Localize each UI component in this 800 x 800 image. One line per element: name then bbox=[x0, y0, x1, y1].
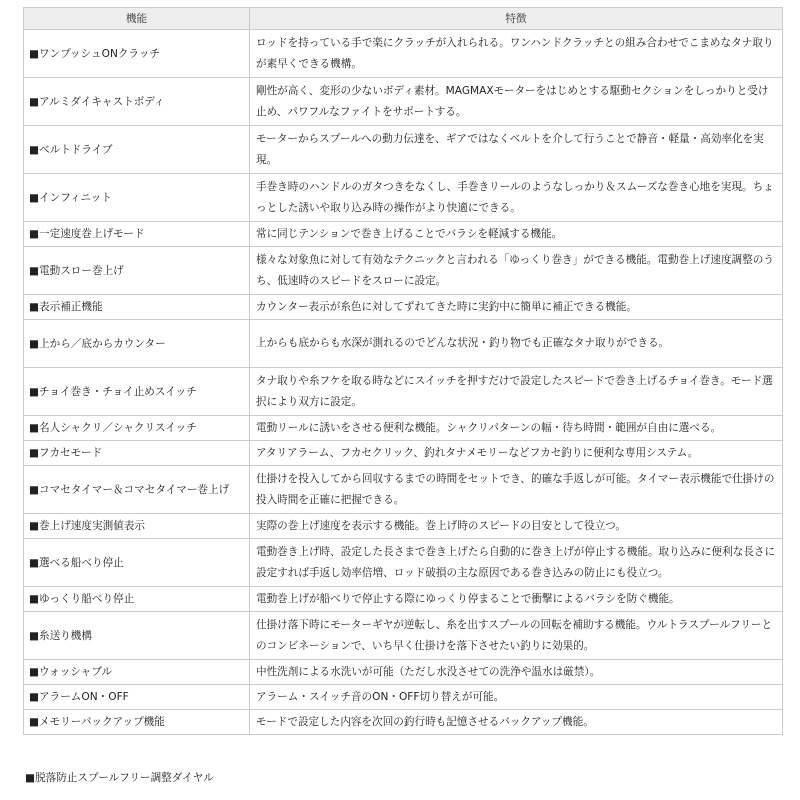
description-cell: 中性洗剤による水洗いが可能（ただし水没させての洗浄や温水は厳禁）。 bbox=[250, 660, 783, 685]
description-cell: 剛性が高く、変形の少ないボディ素材。MAGMAXモーターをはじめとする駆動セクションをしっかりと受け止め、パワフルなファイトをサポートする。 bbox=[250, 78, 783, 126]
feature-cell: ■ゆっくり船べり停止 bbox=[24, 587, 250, 612]
feature-cell: ■糸送り機構 bbox=[24, 612, 250, 660]
feature-cell: ■一定速度巻上げモード bbox=[24, 222, 250, 247]
table-row bbox=[24, 539, 783, 587]
description-cell: 仕掛け落下時にモーターギヤが逆転し、糸を出すスプールの回転を補助する機能。ウルトラスプールフリーとのコンビネーションで、いち早く仕掛けを落下させたい釣りに効果的。 bbox=[250, 612, 783, 660]
feature-cell: ■名人シャクリ／シャクリスイッチ bbox=[24, 416, 250, 441]
table-row bbox=[24, 441, 783, 466]
feature-cell: ■アルミダイキャストボディ bbox=[24, 78, 250, 126]
description-cell: 手巻き時のハンドルのガタつきをなくし、手巻きリールのようなしっかり＆スムーズな巻き心地を実現。ちょっとした誘いや取り込み時の操作がより快適にできる。 bbox=[250, 174, 783, 222]
table-row bbox=[24, 514, 783, 539]
description-cell: カウンター表示が糸色に対してずれてきた時に実釣中に簡単に補正できる機能。 bbox=[250, 295, 783, 320]
description-cell: モードで設定した内容を次回の釣行時も記憶させるバックアップ機能。 bbox=[250, 710, 783, 735]
feature-cell: ■上から／底からカウンター bbox=[24, 320, 250, 368]
table-row bbox=[24, 126, 783, 174]
table-row bbox=[24, 685, 783, 710]
table-row bbox=[24, 587, 783, 612]
table-row bbox=[24, 660, 783, 685]
feature-cell: ■ベルトドライブ bbox=[24, 126, 250, 174]
description-cell: 電動巻き上げ時、設定した長さまで巻き上げたら自動的に巻き上げが停止する機能。取り込みに便利な長さに設定すれば手返し効率倍増、ロッド破損の主な原因である巻き込みの防止にも役立つ。 bbox=[250, 539, 783, 587]
description-cell: 様々な対象魚に対して有効なテクニックと言われる「ゆっくり巻き」ができる機能。電動巻上げ速度調整のうち、低速時のスピードをスローに設定。 bbox=[250, 247, 783, 295]
description-cell: モーターからスプールへの動力伝達を、ギアではなくベルトを介して行うことで静音・軽量・高効率化を実現。 bbox=[250, 126, 783, 174]
feature-spec-table bbox=[23, 7, 783, 735]
feature-cell: ■チョイ巻き・チョイ止めスイッチ bbox=[24, 368, 250, 416]
description-cell: 実際の巻上げ速度を表示する機能。巻上げ時のスピードの目安として役立つ。 bbox=[250, 514, 783, 539]
feature-cell: ■アラームON・OFF bbox=[24, 685, 250, 710]
description-cell: 電動巻上げが船べりで停止する際にゆっくり停まることで衝撃によるバラシを防ぐ機能。 bbox=[250, 587, 783, 612]
description-cell: アラーム・スイッチ音のON・OFF切り替えが可能。 bbox=[250, 685, 783, 710]
description-cell: 仕掛けを投入してから回収するまでの時間をセットでき、的確な手返しが可能。タイマー表示機能で仕掛けの投入時間を正確に把握できる。 bbox=[250, 466, 783, 514]
feature-cell: ■表示補正機能 bbox=[24, 295, 250, 320]
description-cell: ロッドを持っている手で楽にクラッチが入れられる。ワンハンドクラッチとの組み合わせでこまめなタナ取りが素早くできる機構。 bbox=[250, 30, 783, 78]
table-row bbox=[24, 30, 783, 78]
feature-cell: ■コマセタイマー＆コマセタイマー巻上げ bbox=[24, 466, 250, 514]
description-cell: 電動リールに誘いをさせる便利な機能。シャクリパターンの幅・待ち時間・範囲が自由に選べる。 bbox=[250, 416, 783, 441]
feature-cell: ■ウォッシャブル bbox=[24, 660, 250, 685]
table-row bbox=[24, 247, 783, 295]
header-description: 特徴 bbox=[250, 8, 783, 30]
table-header-row bbox=[24, 8, 783, 30]
feature-cell: ■メモリーバックアップ機能 bbox=[24, 710, 250, 735]
table-row bbox=[24, 174, 783, 222]
feature-cell: ■ワンプッシュONクラッチ bbox=[24, 30, 250, 78]
description-cell: 常に同じテンションで巻き上げることでバラシを軽減する機能。 bbox=[250, 222, 783, 247]
description-cell: アタリアラーム、フカセクリック、釣れタナメモリーなどフカセ釣りに便利な専用システム。 bbox=[250, 441, 783, 466]
header-feature: 機能 bbox=[24, 8, 250, 30]
description-cell: 上からも底からも水深が測れるのでどんな状況・釣り物でも正確なタナ取りができる。 bbox=[250, 320, 783, 368]
feature-cell: ■インフィニット bbox=[24, 174, 250, 222]
table-row bbox=[24, 78, 783, 126]
feature-cell: ■巻上げ速度実測値表示 bbox=[24, 514, 250, 539]
table-row bbox=[24, 466, 783, 514]
table-row bbox=[24, 320, 783, 368]
table-row bbox=[24, 612, 783, 660]
feature-cell: ■電動スロー巻上げ bbox=[24, 247, 250, 295]
feature-cell: ■フカセモード bbox=[24, 441, 250, 466]
table-row bbox=[24, 416, 783, 441]
table-row bbox=[24, 295, 783, 320]
table-row bbox=[24, 368, 783, 416]
footnote-feature: ■脱落防止スプールフリー調整ダイヤル bbox=[25, 772, 214, 784]
feature-cell: ■選べる船べり停止 bbox=[24, 539, 250, 587]
description-cell: タナ取りや糸フケを取る時などにスイッチを押すだけで設定したスピードで巻き上げるチョイ巻き。モード選択により双方に設定。 bbox=[250, 368, 783, 416]
table-row bbox=[24, 222, 783, 247]
table-row bbox=[24, 710, 783, 735]
